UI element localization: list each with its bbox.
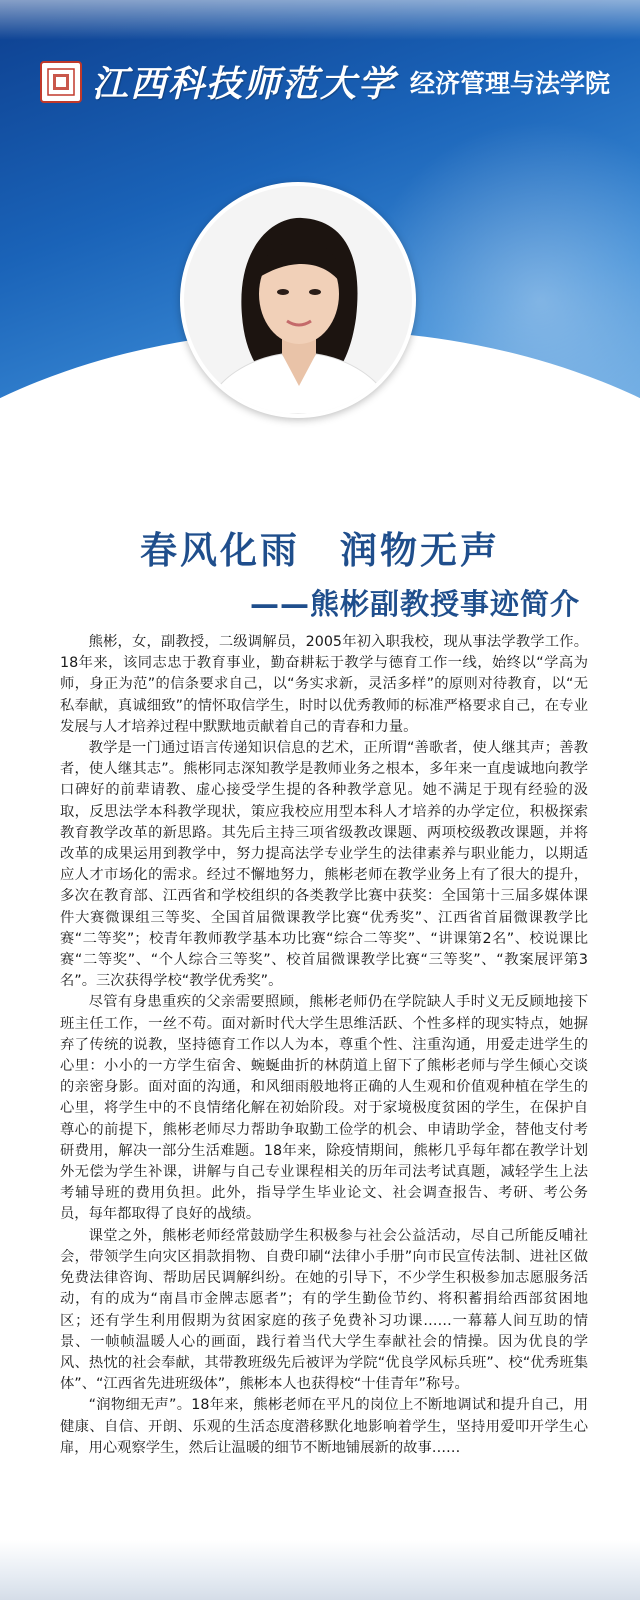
paragraph: 教学是一门通过语言传递知识信息的艺术，正所谓“善歌者，使人继其声；善教者，使人继其志”。熊彬同志深知教学是教师业务之根本，多年来一直虔诚地向教学口碑好的前辈请教、虚心接受学生提的各种教学意见。她不满足于现有经验的汲取，反思法学本科教学现状，策应我校应用型本科人才培养的办学定位，积极探索教育教学改革的新思路。其先后主持三项省级教改课题、两项校级教改课题，并将改革的成果运用到教学中，努力提高法学专业学生的法律素养与职业能力，以期适应人才市场化的需求。经过不懈地努力，熊彬老师在教学业务上有了很大的提升，多次在教育部、江西省和学校组织的各类教学比赛中获奖：全国第十三届多媒体课件大赛微课组三等奖、全国首届微课教学比赛“优秀奖”、江西省首届微课教学比赛“二等奖”；校青年教师教学基本功比赛“综合二等奖”、“讲课第2名”、校说课比赛“二等奖”、“个人综合三等奖”、校首届微课教学比赛“三等奖”、“教案展评第3名”。三次获得学校“教学优秀奖”。 xyxy=(60,740,588,990)
paragraph: 课堂之外，熊彬老师经常鼓励学生积极参与社会公益活动，尽自己所能反哺社会，带领学生向灾区捐款捐物、自费印刷“法律小手册”向市民宣传法制、进社区做免费法律咨询、帮助居民调解纠纷。在她的引导下，不少学生积极参加志愿服务活动，有的成为“南昌市金牌志愿者”；有的学生勤俭节约、将积蓄捐给西部贫困地区；还有学生利用假期为贫困家庭的孩子免费补习功课……一幕幕人间互助的情景、一帧帧温暖人心的画面，践行着当代大学生奉献社会的情操。因为优良的学风、热忱的社会奉献，其带教班级先后被评为学院“优良学风标兵班”、校“优秀班集体”、“江西省先进班级体”，熊彬本人也获得校“十佳青年”称号。 xyxy=(60,1227,588,1393)
university-logo-row xyxy=(40,56,610,107)
paragraph: 熊彬，女，副教授，二级调解员，2005年初入职我校，现从事法学教学工作。18年来，该同志忠于教育事业，勤奋耕耘于教学与德育工作一线，始终以“学高为师，身正为范”的信条要求自己，以“务实求新，灵活多样”的原则对待教育，以“无私奉献，真诚细致”的情怀取信学生，时时以优秀教师的标准严格要求自己，在专业发展与人才培养过程中默默地贡献着自己的青春和力量。 xyxy=(60,634,588,735)
paragraph: “润物细无声”。18年来，熊彬老师在平凡的岗位上不断地调试和提升自己，用健康、自信、开朗、乐观的生活态度潜移默化地影响着学生，坚持用爱叩开学生心扉，用心观察学生，然后让温暖的细节不断地铺展新的故事…… xyxy=(60,1397,588,1456)
footer-band xyxy=(0,1540,640,1600)
page-title: 春风化雨 润物无声 xyxy=(140,529,500,572)
portrait-photo xyxy=(180,182,416,418)
biography-text xyxy=(60,632,588,1459)
page-subtitle: ——熊彬副教授事迹简介 xyxy=(249,587,580,621)
paragraph: 尽管有身患重疾的父亲需要照顾，熊彬老师仍在学院缺人手时义无反顾地接下班主任工作，一丝不苟。面对新时代大学生思维活跃、个性多样的现实特点，她摒弃了传统的说教，坚持德育工作以人为本，尊重个性、注重沟通，用爱走进学生的心里：小小的一方学生宿舍、蜿蜒曲折的林荫道上留下了熊彬老师与学生倾心交谈的亲密身影。面对面的沟通，和风细雨般地将正确的人生观和价值观种植在学生的心里，将学生中的不良情绪化解在初始阶段。对于家境极度贫困的学生，在保护自尊心的前提下，熊彬老师尽力帮助争取勤工俭学的机会、申请助学金，替他支付考研费用，解决一部分生活难题。18年来，除疫情期间，熊彬几乎每年都在教学计划外无偿为学生补课，讲解与自己专业课程相关的历年司法考试真题，减轻学生上法考辅导班的费用负担。此外，指导学生毕业论文、社会调查报告、考研、考公务员，每年都取得了良好的战绩。 xyxy=(60,994,588,1223)
university-seal-icon xyxy=(40,61,82,103)
university-name: 江西科技师范大学 xyxy=(92,63,397,105)
header-top-stripe xyxy=(0,0,640,40)
college-name: 经济管理与法学院 xyxy=(410,68,611,98)
